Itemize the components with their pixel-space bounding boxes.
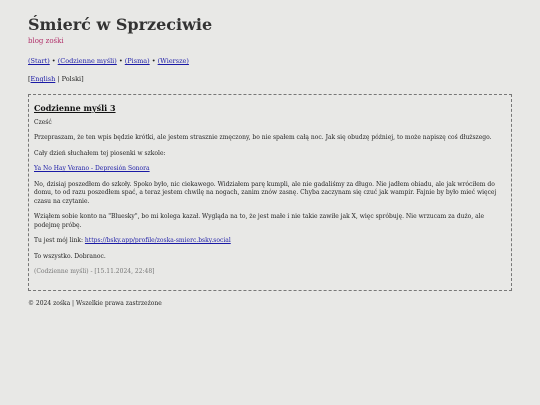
post-paragraph: Cały dzień słuchałem tej piosenki w szkole: <box>34 149 166 157</box>
lang-current-polish: Polski <box>61 75 82 83</box>
lang-bracket-close: ] <box>81 75 84 83</box>
bluesky-profile-link[interactable]: https://bsky.app/profile/zoska-smierc.bsky.social <box>84 237 231 244</box>
nav-separator: • <box>149 57 158 65</box>
lang-link-english[interactable]: English <box>30 75 56 83</box>
footer: © 2024 zośka | Wszelkie prawa zastrzeżone <box>28 299 162 307</box>
site-title: Śmierć w Sprzeciwie <box>28 15 213 34</box>
blog-post <box>28 94 512 291</box>
post-paragraph: Wziąłem sobie konto na "Bluesky", bo mi kolega kazał. Wygląda na to, że jest małe i nie takie zawiłe jak X, więc spróbuję. Nie wrzucam za dużo, ale podejmę próbę. <box>34 213 485 229</box>
post-title[interactable]: Codzienne myśli 3 <box>34 103 116 113</box>
lang-divider: | <box>55 75 62 83</box>
language-switcher <box>28 75 512 83</box>
post-paragraph: Cześć <box>34 118 52 126</box>
site-subtitle: blog zośki <box>28 37 64 45</box>
song-paragraph <box>34 165 506 174</box>
nav-link-writings[interactable]: (Pisma) <box>124 57 150 65</box>
bsky-prefix: Tu jest mój link: <box>34 237 85 244</box>
bsky-paragraph <box>34 237 506 246</box>
post-paragraph: To wszystko. Dobranoc. <box>34 252 106 260</box>
nav-link-poems[interactable]: (Wiersze) <box>157 57 189 65</box>
song-link[interactable]: Ya No Hay Verano - Depresión Sonora <box>34 165 150 172</box>
lang-bracket-open: [ <box>28 75 31 83</box>
post-paragraph: Przepraszam, że ten wpis będzie krótki, ale jestem strasznie zmęczony, bo nie spałem całą noc. Jak się obudzę później, to może napiszę coś dłuższego. <box>34 134 492 141</box>
post-meta: (Codzienne myśli) - [15.11.2024, 22:48] <box>34 268 155 275</box>
nav-separator: • <box>116 57 125 65</box>
page <box>28 14 512 307</box>
post-paragraph: No, dzisiaj poszedłem do szkoły. Spoko było, nic ciekawego. Widziałem parę kumpli, ale nie gadaliśmy za długo. Nie jadłem obiadu, ale jak wróciłem do domu, to od razu poszedłem spać, a teraz jestem chwilę na nogach, zanim znów zasnę. Chyba zaczynam się czuć jak wampir. Fajnie by było mieć więcej czasu na czytanie. <box>34 180 497 205</box>
nav-separator: • <box>49 57 58 65</box>
main-nav <box>28 57 512 65</box>
nav-link-thoughts[interactable]: (Codzienne myśli) <box>57 57 117 65</box>
nav-link-start[interactable]: (Start) <box>28 57 50 65</box>
